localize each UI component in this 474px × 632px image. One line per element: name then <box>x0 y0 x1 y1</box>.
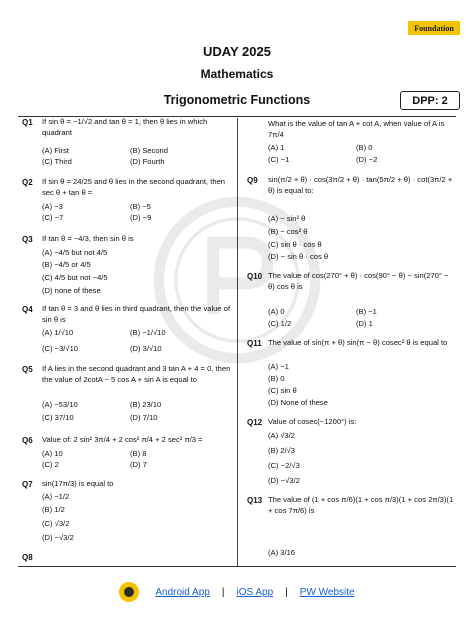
option-d: (D) none of these <box>42 286 101 295</box>
ios-app-link[interactable]: iOS App <box>236 586 274 598</box>
option-b: (B) − cos² θ <box>268 227 308 236</box>
question-text: What is the value of tan A + cot A, when value of A is 7π/4 <box>268 119 445 139</box>
question-number: Q12 <box>247 418 263 427</box>
question-number: Q1 <box>22 118 33 127</box>
pw-logo-icon <box>119 582 139 602</box>
option-a: (A) 10 <box>42 449 63 458</box>
option-a: (A) −3 <box>42 202 63 211</box>
question-text: Value of: 2 sin² 3π/4 + 2 cos² π/4 + 2 sec² π/3 = <box>42 435 203 444</box>
option-a: (A) √3/2 <box>268 431 295 440</box>
option-c: (C) −7 <box>42 213 64 222</box>
question-text: sin(π/2 + θ) · cos(3π/2 + θ) · tan(5π/2 + θ) · cot(3π/2 + θ) is equal to: <box>268 175 453 195</box>
option-c: (C) −1 <box>268 155 290 164</box>
footer-divider <box>18 566 456 567</box>
option-a: (A) 3/16 <box>268 548 296 557</box>
option-c: (C) sin θ <box>268 386 297 395</box>
option-a: (A) 1 <box>268 143 285 152</box>
question-text: If tan θ = 3 and θ lies in third quadrant, then the value of sin θ is <box>42 304 231 324</box>
footer-links <box>0 580 474 604</box>
question-number: Q9 <box>247 176 258 185</box>
option-a: (A) −1 <box>268 362 289 371</box>
question-text: If tan θ = −4/3, then sin θ is <box>42 234 134 243</box>
option-b: (B) 0 <box>356 143 373 152</box>
option-b: (B) −5 <box>130 202 151 211</box>
option-c: (C) √3/2 <box>42 519 70 528</box>
topic-heading: Trigonometric Functions <box>163 93 311 107</box>
option-a: (A) −4/5 but not 4/5 <box>42 248 108 257</box>
option-b: (B) Second <box>130 146 168 155</box>
question-number: Q7 <box>22 480 33 489</box>
option-b: (B) 8 <box>130 449 147 458</box>
option-b: (B) −1 <box>356 307 377 316</box>
option-d: (D) Fourth <box>130 157 165 166</box>
question-text: sin(17π/3) is equal to <box>42 479 114 488</box>
option-c: (C) Third <box>42 157 72 166</box>
option-d: (D) −√3/2 <box>268 476 300 485</box>
option-b: (B) 0 <box>268 374 285 383</box>
option-a: (A) First <box>42 146 69 155</box>
option-b: (B) −4/5 or 4/5 <box>42 260 91 269</box>
page-title: UDAY 2025 <box>203 44 271 59</box>
foundation-badge: Foundation <box>408 21 460 35</box>
subject-heading: Mathematics <box>200 67 274 81</box>
question-text: If sin θ = 24/25 and θ lies in the second quadrant, then sec θ + tan θ = <box>42 177 226 197</box>
option-d: (D) 7/10 <box>130 413 158 422</box>
option-d: (D) −√3/2 <box>42 533 74 542</box>
question-text: The value of (1 + cos π/6)(1 + cos π/3)(1 + cos 2π/3)(1 + cos 7π/6) is <box>268 495 454 515</box>
question-text: Value of cosec(−1200°) is: <box>268 417 357 426</box>
question-number: Q2 <box>22 178 33 187</box>
option-b: (B) 2/√3 <box>268 446 295 455</box>
option-d: (D) 1 <box>356 319 373 328</box>
question-8-number: Q8 <box>22 553 33 562</box>
option-a: (A) − sin² θ <box>268 214 306 223</box>
option-a: (A) −53/10 <box>42 400 78 409</box>
question-number: Q11 <box>247 339 262 348</box>
option-c: (C) 4/5 but not −4/5 <box>42 273 108 282</box>
option-b: (B) 23/10 <box>130 400 162 409</box>
option-c: (C) −3/√10 <box>42 344 79 353</box>
option-d: (D) 7 <box>130 460 147 469</box>
option-d: (D) 3/√10 <box>130 344 162 353</box>
android-app-link[interactable]: Android App <box>155 586 210 598</box>
option-c: (C) sin θ · cos θ <box>268 240 322 249</box>
option-d: (D) −2 <box>356 155 378 164</box>
footer-separator: | <box>221 586 225 598</box>
question-text: The value of cos(270° + θ) · cos(90° − θ) − sin(270° − θ) cos θ is <box>268 271 449 291</box>
question-number: Q13 <box>247 496 263 505</box>
option-b: (B) 1/2 <box>42 505 65 514</box>
option-c: (C) −2/√3 <box>268 461 300 470</box>
option-a: (A) −1/2 <box>42 492 70 501</box>
question-text: If A lies in the second quadrant and 3 tan A + 4 = 0, then the value of 2cotA − 5 cos A + sin A is equal to <box>42 364 231 384</box>
question-number: Q5 <box>22 365 33 374</box>
dpp-label: DPP: 2 <box>400 91 460 110</box>
option-d: (D) None of these <box>268 398 328 407</box>
option-c: (C) 2 <box>42 460 59 469</box>
option-d: (D) − sin θ · cos θ <box>268 252 329 261</box>
question-text: The value of sin(π + θ) sin(π − θ) cosec² θ is equal to <box>268 338 448 347</box>
question-number: Q10 <box>247 272 263 281</box>
option-b: (B) −1/√10 <box>130 328 166 337</box>
question-text: If sin θ = −1/√2 and tan θ = 1, then θ lies in which quadrant <box>42 117 208 137</box>
option-a: (A) 0 <box>268 307 285 316</box>
pw-website-link[interactable]: PW Website <box>299 586 355 598</box>
option-d: (D) −9 <box>130 213 152 222</box>
option-a: (A) 1/√10 <box>42 328 74 337</box>
question-number: Q3 <box>22 235 33 244</box>
question-number: Q4 <box>22 305 33 314</box>
option-c: (C) 37/10 <box>42 413 74 422</box>
option-c: (C) 1/2 <box>268 319 292 328</box>
footer-separator: | <box>285 586 288 598</box>
question-number: Q6 <box>22 436 33 445</box>
